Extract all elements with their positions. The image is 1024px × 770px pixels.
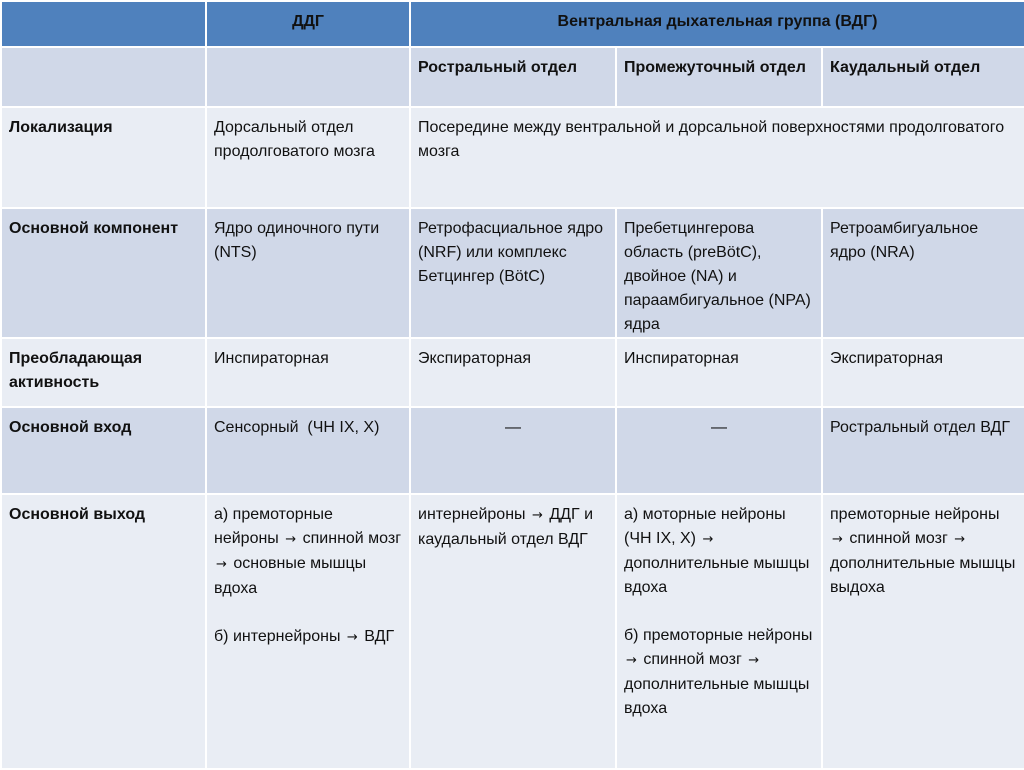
output-text: а) моторные нейроны (ЧН IX, X): [624, 506, 786, 547]
row-label-component: Основной компонент: [1, 208, 206, 338]
arrow-right-icon: →: [832, 532, 843, 547]
output-text: дополнительные мышцы вдоха: [624, 676, 810, 717]
arrow-right-icon: →: [702, 532, 714, 547]
subheader-caudal: Каудальный отдел: [822, 47, 1024, 107]
output-intermediate-paragraph-b: [624, 624, 814, 721]
row-localization: [1, 107, 1024, 208]
cell-output-caudal: [822, 494, 1024, 769]
output-text: б) премоторные нейроны: [624, 627, 813, 644]
output-text: а) премоторные нейроны: [214, 506, 333, 547]
arrow-right-icon: →: [531, 508, 543, 523]
row-label-activity: Преобладающая активность: [1, 338, 206, 407]
cell-input-caudal: Ростральный отдел ВДГ: [822, 407, 1024, 494]
output-text: дополнительные мышцы выдоха: [830, 555, 1016, 596]
arrow-right-icon: →: [954, 532, 966, 547]
subheader-empty-cell: [206, 47, 410, 107]
output-ddg-paragraph-b: [214, 625, 402, 650]
output-text: б) интернейроны: [214, 628, 341, 645]
subheader-rostral: Ростральный отдел: [410, 47, 616, 107]
row-label-localization: Локализация: [1, 107, 206, 208]
cell-activity-ddg: Инспираторная: [206, 338, 410, 407]
row-component: [1, 208, 1024, 338]
cell-component-caudal: Ретроамбигуальное ядро (NRA): [822, 208, 1024, 338]
cell-input-rostral: —: [410, 407, 616, 494]
subheader-empty-cell: [1, 47, 206, 107]
output-text: ДДГ и каудальный отдел ВДГ: [418, 506, 594, 548]
cell-component-intermediate: Пребетцингерова область (preBötC), двойное (NA) и параамбигуальное (NPA) ядра: [616, 208, 822, 338]
header-row: [1, 1, 1024, 47]
header-vdg: Вентральная дыхательная группа (ВДГ): [410, 1, 1024, 47]
row-input: [1, 407, 1024, 494]
row-label-input: Основной вход: [1, 407, 206, 494]
output-text: ВДГ: [364, 628, 395, 645]
arrow-right-icon: →: [285, 532, 297, 547]
cell-input-intermediate: —: [616, 407, 822, 494]
cell-localization-ddg: Дорсальный отдел продолговатого мозга: [206, 107, 410, 208]
cell-output-rostral: [410, 494, 616, 769]
header-empty-cell: [1, 1, 206, 47]
cell-input-ddg: Сенсорный (ЧН IX, X): [206, 407, 410, 494]
arrow-right-icon: →: [626, 653, 637, 668]
output-text: премоторные нейроны: [830, 506, 1000, 523]
cell-component-rostral: Ретрофасциальное ядро (NRF) или комплекс Бетцингер (BötC): [410, 208, 616, 338]
arrow-right-icon: →: [346, 630, 358, 645]
output-text: спинной мозг: [302, 530, 402, 547]
row-activity: [1, 338, 1024, 407]
cell-localization-vdg: Посередине между вентральной и дорсальной поверхностями продолговатого мозга: [410, 107, 1024, 208]
cell-component-ddg: Ядро одиночного пути (NTS): [206, 208, 410, 338]
arrow-right-icon: →: [748, 653, 760, 668]
header-ddg: ДДГ: [206, 1, 410, 47]
cell-output-ddg: [206, 494, 410, 769]
output-text: основные мышцы вдоха: [214, 555, 367, 597]
cell-activity-caudal: Экспираторная: [822, 338, 1024, 407]
output-text: дополнительные мышцы вдоха: [624, 555, 810, 596]
subheader-intermediate: Промежуточный отдел: [616, 47, 822, 107]
subheader-row: [1, 47, 1024, 107]
row-output: [1, 494, 1024, 769]
output-text: интернейроны: [418, 506, 526, 523]
output-ddg-paragraph-a: [214, 503, 402, 601]
cell-output-intermediate: [616, 494, 822, 769]
arrow-right-icon: →: [216, 557, 227, 572]
output-text: спинной мозг: [643, 651, 742, 668]
row-label-output: Основной выход: [1, 494, 206, 769]
cell-activity-intermediate: Инспираторная: [616, 338, 822, 407]
output-intermediate-paragraph-a: [624, 503, 814, 600]
cell-activity-rostral: Экспираторная: [410, 338, 616, 407]
output-text: спинной мозг: [849, 530, 948, 547]
